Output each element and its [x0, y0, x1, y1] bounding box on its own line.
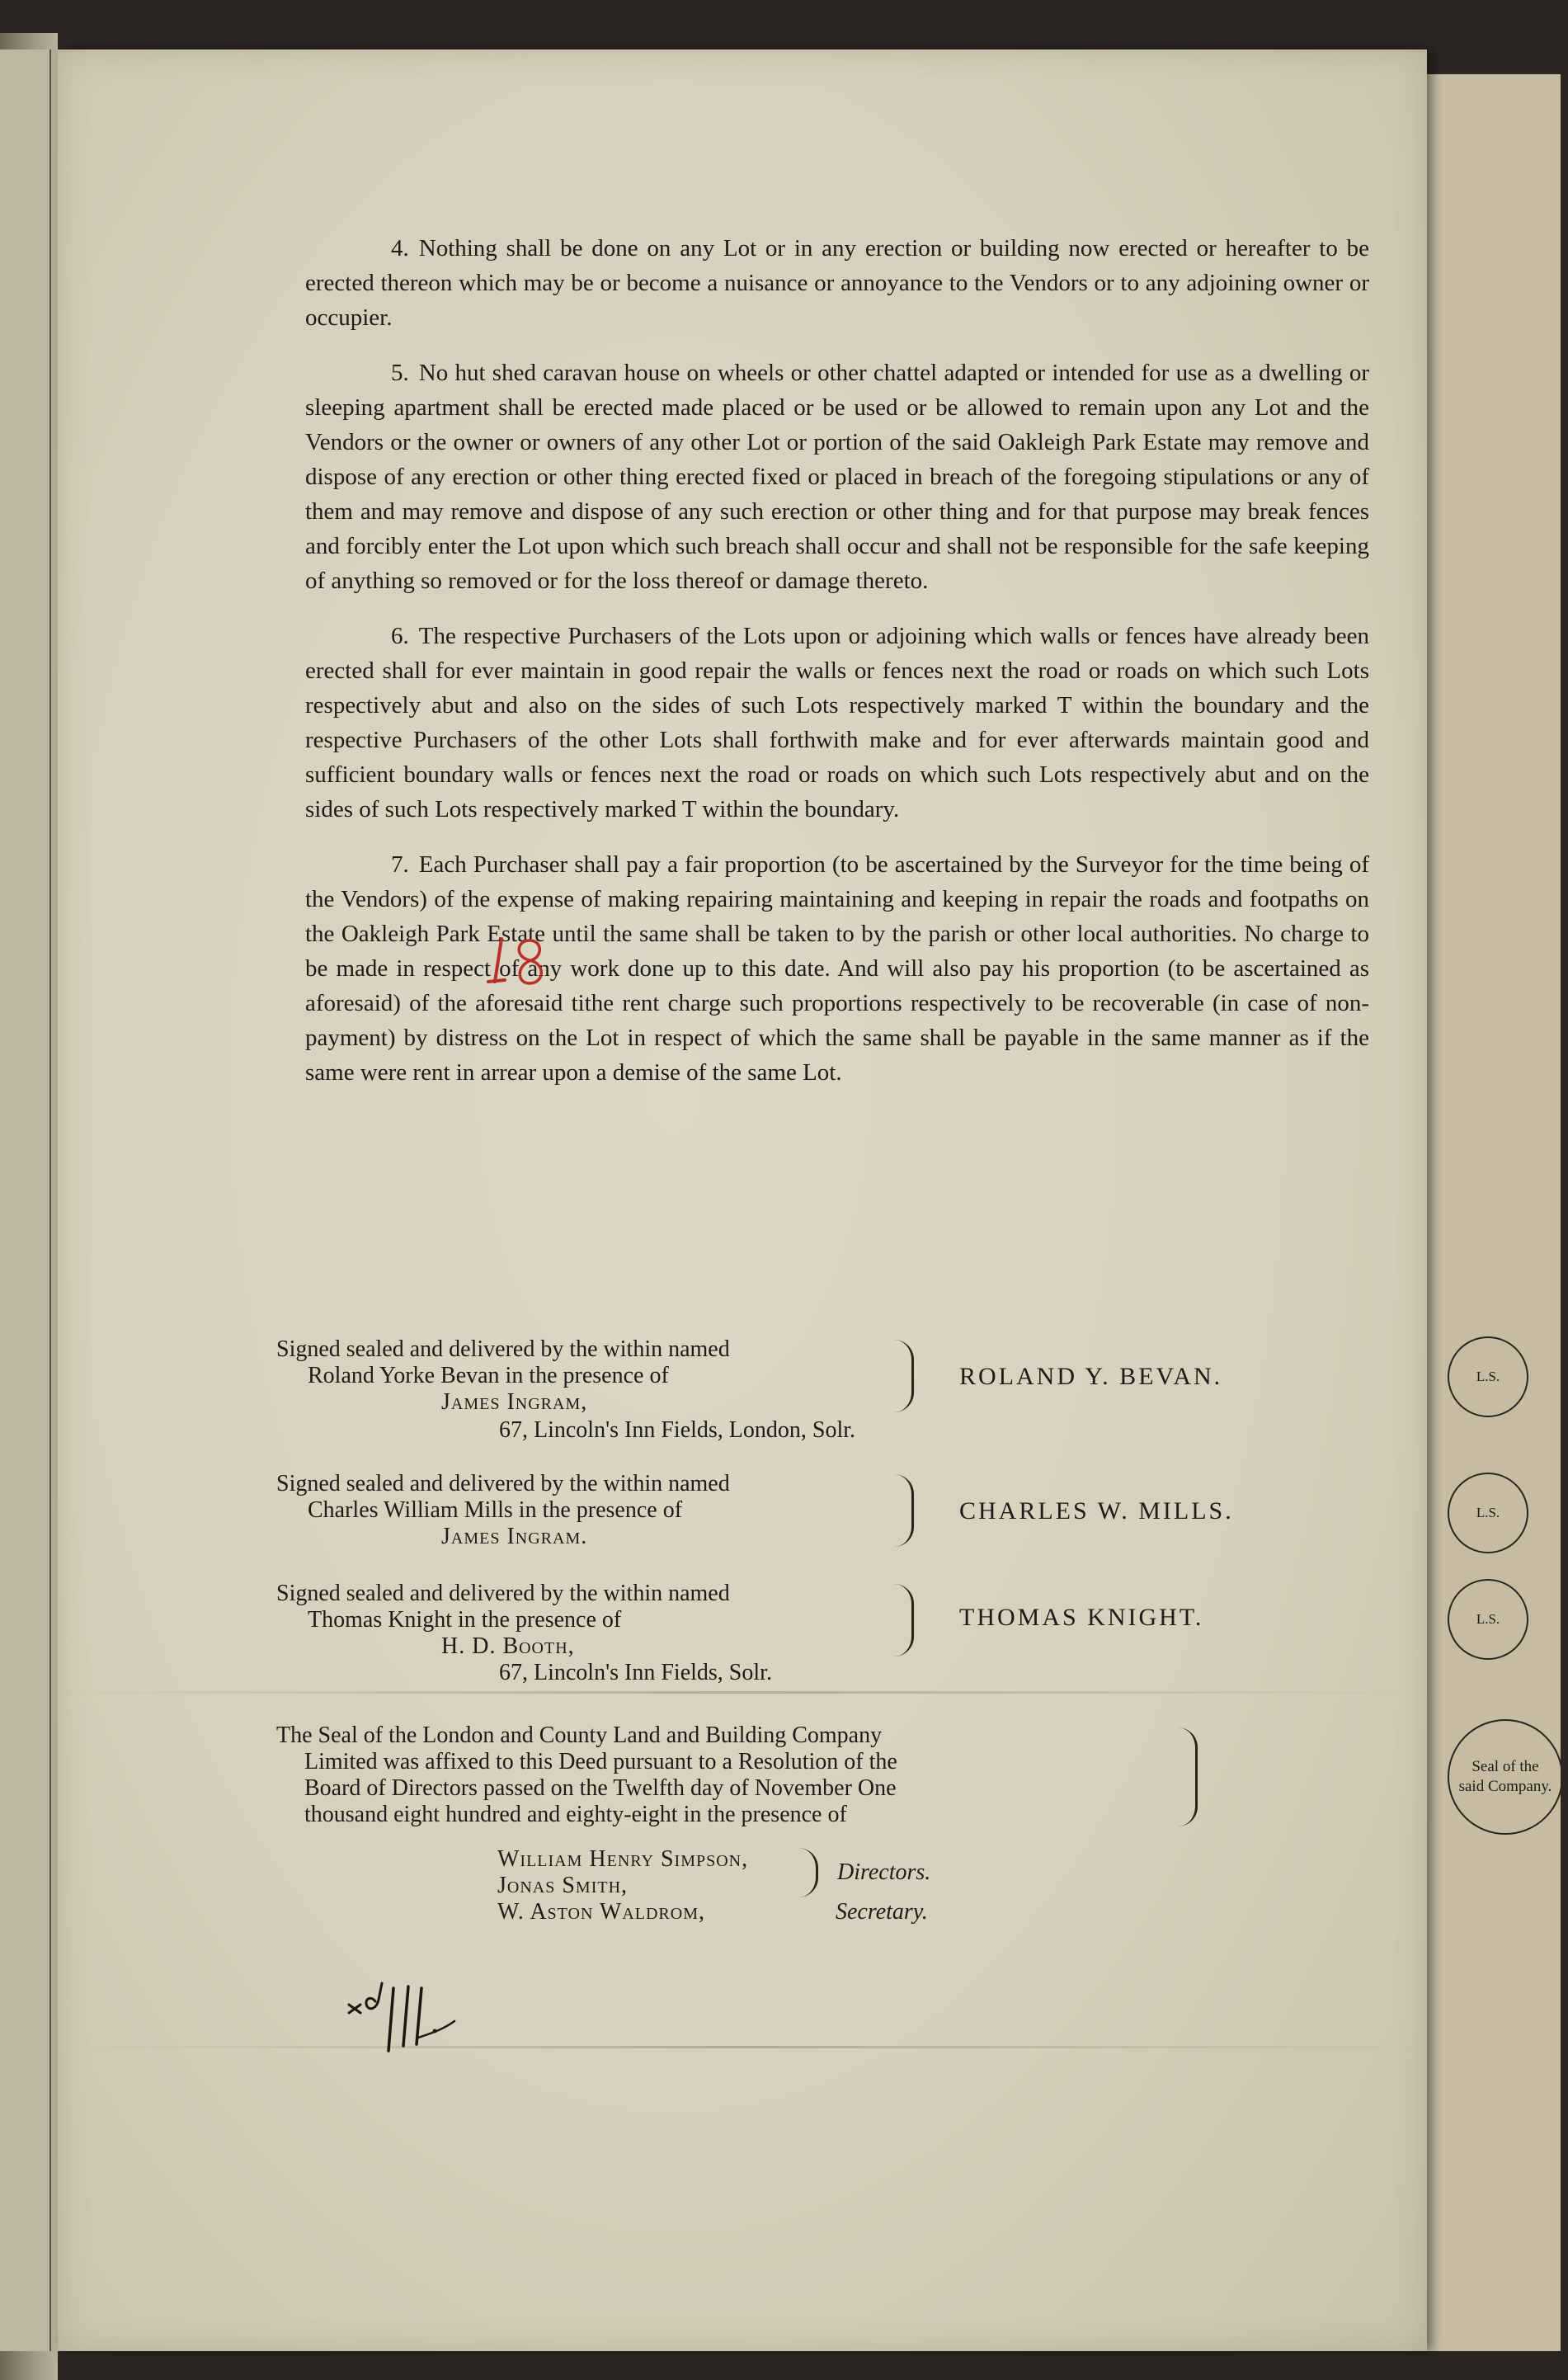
witness-name: H. D. Booth, [441, 1633, 575, 1659]
company-seal-label: Seal of the said Company. [1458, 1758, 1552, 1795]
curly-brace [893, 1584, 914, 1657]
company-seal-line: Limited was affixed to this Deed pursuant to a Resolution of the [304, 1749, 897, 1774]
director-name: Jonas Smith, [497, 1873, 629, 1898]
curly-brace [798, 1848, 818, 1897]
attestation-line: Roland Yorke Bevan in the presence of [308, 1363, 669, 1388]
clause-text: No hut shed caravan house on wheels or other chattel adapted or intended for use as a dwelling or sleeping apartment shall be erected made placed or be used or be allowed to remain upon any Lot and the Vendors or the owner or owners of any other Lot or portion of the said Oakleigh Park Estate may remove and dispose of any erection or other thing erected fixed or placed in breach of the foregoing stipulations or any of them and may remove and dispose of any such erection or other thing and for that purpose may break fences and forcibly enter the Lot upon which such breach shall occur and shall not be responsible for the safe keeping of anything so removed or for the loss thereof or damage thereto. [305, 360, 1369, 594]
attestation-line: Signed sealed and delivered by the within named [276, 1471, 730, 1496]
signatory-name: CHARLES W. MILLS. [959, 1497, 1234, 1525]
left-page-edge [0, 49, 51, 2351]
covenants-text [305, 231, 1369, 1110]
company-seal-line: thousand eight hundred and eighty-eight in the presence of [304, 1802, 847, 1827]
clause-number: 5. [391, 360, 409, 386]
clause-4 [305, 231, 1369, 335]
clause-5 [305, 356, 1369, 598]
secretary-role: Secretary. [836, 1899, 928, 1925]
seal-label: L.S. [1476, 1369, 1500, 1384]
company-seal-block [276, 1723, 1552, 1970]
clause-number: 4. [391, 235, 409, 262]
company-seal-line: Board of Directors passed on the Twelfth day of November One [304, 1775, 897, 1801]
clause-text: Nothing shall be done on any Lot or in any erection or building now erected or hereafter to be erected thereon which may be or become a nuisance or annoyance to the Vendors or to any adjoining owner or occupier. [305, 235, 1369, 331]
clause-number: 7. [391, 851, 409, 878]
witness-name: James Ingram. [441, 1524, 588, 1549]
signatory-name: ROLAND Y. BEVAN. [959, 1363, 1223, 1390]
seal-label: L.S. [1476, 1505, 1500, 1520]
company-seal-line: The Seal of the London and County Land and Building Company [276, 1723, 883, 1748]
company-seal [1448, 1719, 1563, 1835]
document-page [58, 49, 1552, 2351]
witness-address: 67, Lincoln's Inn Fields, Solr. [499, 1660, 772, 1685]
red-pencil-annotation [487, 932, 577, 992]
seal-label: L.S. [1476, 1611, 1500, 1627]
signature-block-knight [276, 1581, 1500, 1721]
clause-6 [305, 619, 1369, 827]
clause-text: Each Purchaser shall pay a fair proportion (to be ascertained by the Surveyor for the time being of the Vendors) of the expense of making repairing maintaining and keeping in repair the roads and footpaths on the Oakleigh Park Estate until the same shall be taken to by the parish or other local authorities. No charge to be made in respect of any work done up to this date. And will also pay his proportion (to be ascertained as aforesaid) of the aforesaid tithe rent charge such proportions respectively to be recoverable (in case of non-payment) by distress on the Lot in respect of which the same shall be payable in the same manner as if the same were rent in arrear upon a demise of the same Lot. [305, 851, 1369, 1086]
signature-block-bevan [276, 1336, 1500, 1477]
clause-text: The respective Purchasers of the Lots upon or adjoining which walls or fences have already been erected shall for ever maintain in good repair the walls or fences next the road or roads on which such Lots respectively abut and also on the sides of such Lots respectively marked T within the boundary and the respective Purchasers of the other Lots shall forthwith make and for ever afterwards maintain good and sufficient boundary walls or fences next the road or roads on which such Lots respectively abut and on the sides of such Lots respectively marked T within the boundary. [305, 623, 1369, 822]
attestation-line: Charles William Mills in the presence of [308, 1497, 683, 1523]
witness-address: 67, Lincoln's Inn Fields, London, Solr. [499, 1417, 856, 1443]
directors-role: Directors. [837, 1859, 931, 1885]
curly-brace [893, 1340, 914, 1412]
secretary-name: W. Aston Waldrom, [497, 1899, 705, 1925]
clause-number: 6. [391, 623, 409, 649]
ls-seal [1448, 1579, 1528, 1660]
witness-name: James Ingram, [441, 1389, 588, 1415]
signatory-name: THOMAS KNIGHT. [959, 1604, 1204, 1631]
attestation-line: Signed sealed and delivered by the within named [276, 1336, 730, 1362]
clause-7 [305, 847, 1369, 1090]
curly-brace [893, 1474, 914, 1547]
curly-brace [1177, 1727, 1198, 1826]
ls-seal [1448, 1473, 1528, 1553]
attestation-line: Thomas Knight in the presence of [308, 1607, 622, 1633]
page-crease [58, 2046, 1427, 2048]
attestation-line: Signed sealed and delivered by the within named [276, 1581, 730, 1606]
ls-seal [1448, 1336, 1528, 1417]
handwritten-initials [342, 1972, 474, 2062]
director-name: William Henry Simpson, [497, 1846, 749, 1872]
